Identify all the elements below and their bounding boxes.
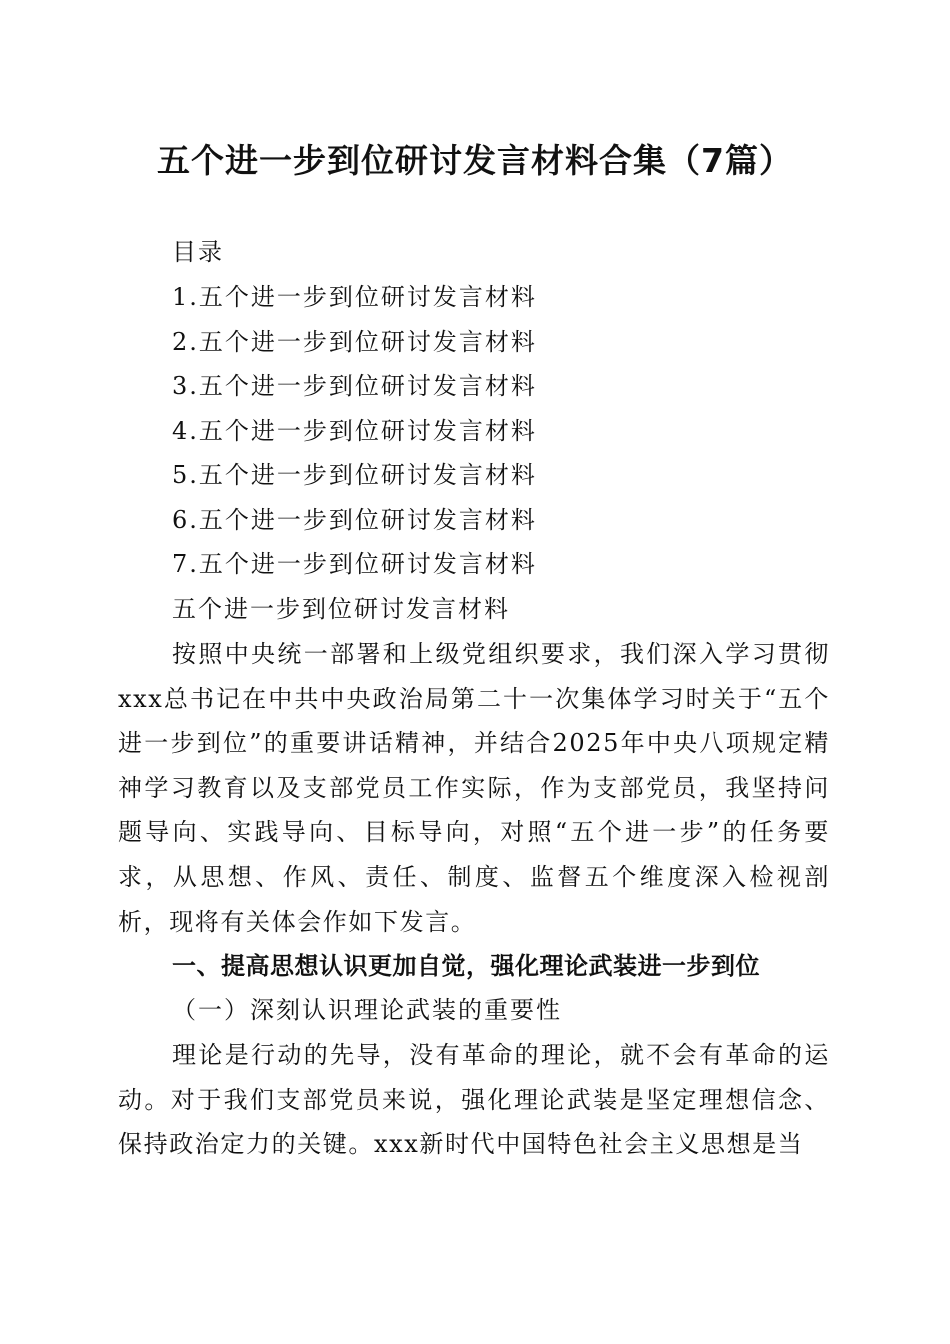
section-paragraph-1: 理论是行动的先导，没有革命的理论，就不会有革命的运动。对于我们支部党员来说，强化理论武装是坚定理想信念、保持政治定力的关键。xxx新时代中国特色社会主义思想是当 xyxy=(118,1041,830,1159)
intro-paragraph: 按照中央统一部署和上级党组织要求，我们深入学习贯彻xxx总书记在中共中央政治局第二十一次集体学习时关于“五个进一步到位”的重要讲话精神，并结合2025年中央八项规定精神学习教育以及支部党员工作实际，作为支部党员，我坚持问题导向、实践导向、目标导向，对照“五个进一步”的任务要求，从思想、作风、责任、制度、监督五个维度深入检视剖析，现将有关体会作如下发言。 xyxy=(118,640,830,936)
toc-item-3[interactable]: 3.五个进一步到位研讨发言材料 xyxy=(172,372,537,400)
toc-item-1[interactable]: 1.五个进一步到位研讨发言材料 xyxy=(172,283,537,311)
section-heading-1: 一、提高思想认识更加自觉，强化理论武装进一步到位 xyxy=(172,952,760,980)
toc-item-5[interactable]: 5.五个进一步到位研讨发言材料 xyxy=(172,461,537,489)
toc-item-7[interactable]: 7.五个进一步到位研讨发言材料 xyxy=(172,550,537,578)
toc-item-4[interactable]: 4.五个进一步到位研讨发言材料 xyxy=(172,417,537,445)
toc-label: 目录 xyxy=(172,238,224,266)
section-subheading-1: （一）深刻认识理论武装的重要性 xyxy=(172,996,562,1024)
toc-item-2[interactable]: 2.五个进一步到位研讨发言材料 xyxy=(172,328,537,356)
document-title: 五个进一步到位研讨发言材料合集（7篇） xyxy=(157,141,793,180)
toc-item-6[interactable]: 6.五个进一步到位研讨发言材料 xyxy=(172,506,537,534)
article-title: 五个进一步到位研讨发言材料 xyxy=(172,595,510,623)
